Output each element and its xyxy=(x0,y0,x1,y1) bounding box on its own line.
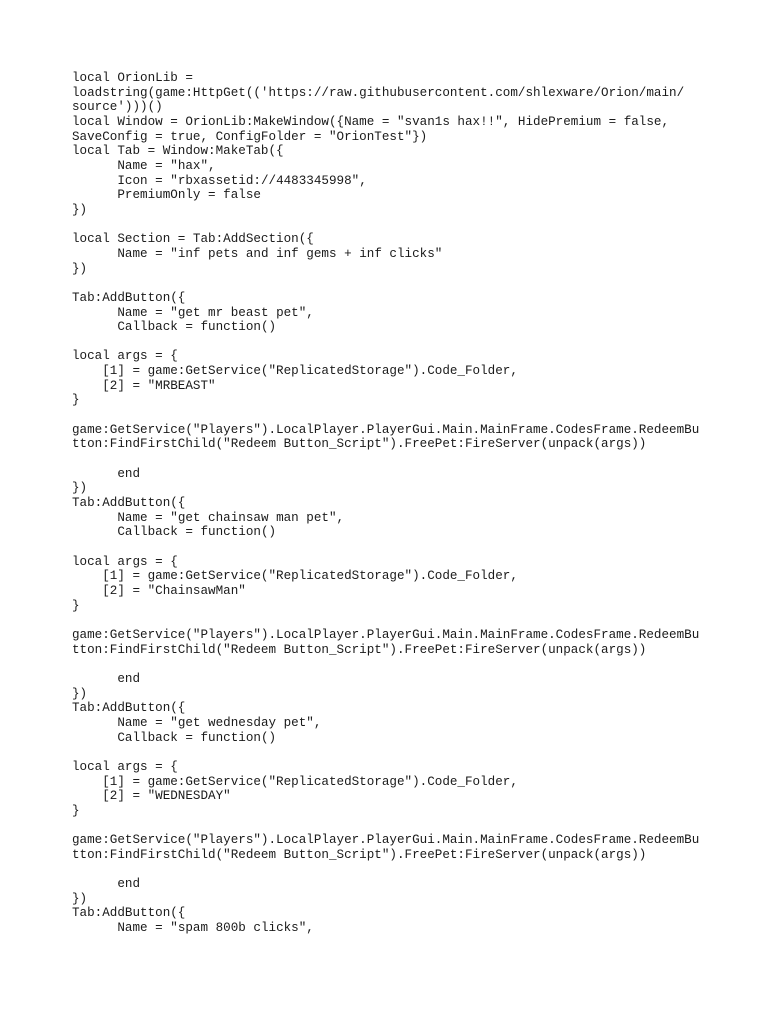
code-line: Name = "hax", xyxy=(72,158,216,173)
code-line: }) xyxy=(72,481,88,496)
code-line xyxy=(72,657,732,672)
code-line: [1] = game:GetService("ReplicatedStorage").Code_Folder, xyxy=(72,364,518,379)
code-line: SaveConfig = true, ConfigFolder = "OrionTest"}) xyxy=(72,129,428,144)
code-line: end xyxy=(72,466,141,481)
code-line: } xyxy=(72,393,80,408)
code-line: [1] = game:GetService("ReplicatedStorage").Code_Folder, xyxy=(72,569,518,584)
code-line: local OrionLib = xyxy=(72,71,193,85)
code-line: [1] = game:GetService("ReplicatedStorage").Code_Folder, xyxy=(72,774,518,789)
code-line xyxy=(72,862,732,877)
code-line xyxy=(72,276,732,291)
code-line: loadstring(game:HttpGet(('https://raw.githubusercontent.com/shlexware/Orion/main/ xyxy=(72,85,685,100)
code-line xyxy=(72,818,732,833)
code-line: Name = "spam 800b clicks", xyxy=(72,921,314,936)
code-line: Name = "get chainsaw man pet", xyxy=(72,510,345,525)
code-line: game:GetService("Players").LocalPlayer.PlayerGui.Main.MainFrame.CodesFrame.RedeemBu xyxy=(72,422,700,437)
code-line: Name = "inf pets and inf gems + inf clicks" xyxy=(72,246,443,261)
code-line: }) xyxy=(72,686,88,701)
code-line: local Window = OrionLib:MakeWindow({Name = "svan1s hax!!", HidePremium = false, xyxy=(72,114,670,129)
code-line: tton:FindFirstChild("Redeem Button_Script").FreePet:FireServer(unpack(args)) xyxy=(72,847,647,862)
code-line: Name = "get wednesday pet", xyxy=(72,715,322,730)
code-line: local args = { xyxy=(72,554,178,569)
code-line: Callback = function() xyxy=(72,730,277,745)
code-line: Icon = "rbxassetid://4483345998", xyxy=(72,173,367,188)
code-line: local args = { xyxy=(72,349,178,364)
code-line: local args = { xyxy=(72,759,178,774)
code-line: }) xyxy=(72,891,88,906)
code-line: [2] = "WEDNESDAY" xyxy=(72,789,231,804)
code-line xyxy=(72,408,732,423)
code-line: local Tab = Window:MakeTab({ xyxy=(72,144,284,159)
code-line: local Section = Tab:AddSection({ xyxy=(72,232,314,247)
code-line xyxy=(72,452,732,467)
code-line: Tab:AddButton({ xyxy=(72,496,186,511)
code-line xyxy=(72,335,732,350)
code-line: }) xyxy=(72,261,88,276)
code-line: Tab:AddButton({ xyxy=(72,290,186,305)
code-line: Tab:AddButton({ xyxy=(72,701,186,716)
code-line: Name = "get mr beast pet", xyxy=(72,305,314,320)
code-line: Tab:AddButton({ xyxy=(72,906,186,921)
code-line: PremiumOnly = false xyxy=(72,188,261,203)
code-line: game:GetService("Players").LocalPlayer.PlayerGui.Main.MainFrame.CodesFrame.RedeemBu xyxy=(72,627,700,642)
code-line xyxy=(72,613,732,628)
code-line xyxy=(72,745,732,760)
code-line: Callback = function() xyxy=(72,525,277,540)
code-line: Callback = function() xyxy=(72,320,277,335)
code-line: [2] = "ChainsawMan" xyxy=(72,583,246,598)
code-line xyxy=(72,218,732,233)
code-line: tton:FindFirstChild("Redeem Button_Script").FreePet:FireServer(unpack(args)) xyxy=(72,642,647,657)
code-line: }) xyxy=(72,202,88,217)
code-listing xyxy=(72,71,732,936)
code-line xyxy=(72,540,732,555)
code-line: game:GetService("Players").LocalPlayer.PlayerGui.Main.MainFrame.CodesFrame.RedeemBu xyxy=(72,833,700,848)
code-line: } xyxy=(72,803,80,818)
code-line: end xyxy=(72,877,141,892)
code-line: [2] = "MRBEAST" xyxy=(72,378,216,393)
code-line: tton:FindFirstChild("Redeem Button_Script").FreePet:FireServer(unpack(args)) xyxy=(72,437,647,452)
code-line: source')))() xyxy=(72,100,163,115)
code-line: end xyxy=(72,671,141,686)
code-line: } xyxy=(72,598,80,613)
